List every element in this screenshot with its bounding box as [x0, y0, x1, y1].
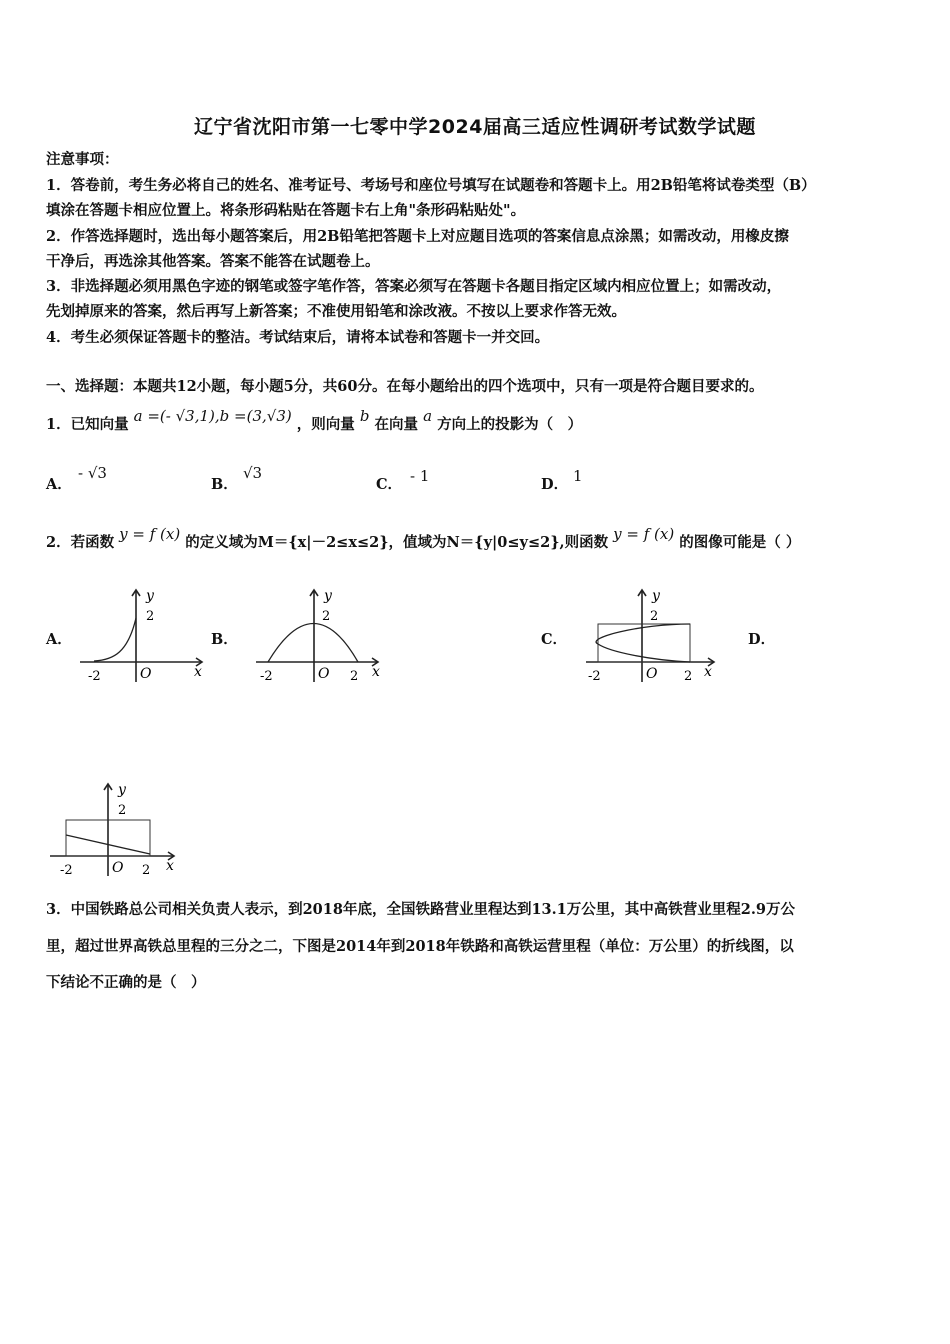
- q1-option-b-label: B．: [211, 476, 238, 493]
- y-label: y: [118, 782, 126, 798]
- question-3-line: 里，超过世界高铁总里程的三分之二，下图是2014年到2018年铁路和高铁运营里程（单位：万公里）的折线图，以: [46, 938, 794, 955]
- question-3-line: 3．中国铁路总公司相关负责人表示，到2018年底，全国铁路营业里程达到13.1万公里，其中高铁营业里程2.9万公: [46, 901, 795, 918]
- y-label: y: [146, 588, 154, 604]
- q2-option-c-label: C．: [541, 631, 568, 648]
- x-label: x: [372, 664, 380, 680]
- section-heading: 一、选择题：本题共12小题，每小题5分，共60分。在每小题给出的四个选项中，只有一项是符合题目要求的。: [46, 378, 764, 395]
- y-label: y: [324, 588, 332, 604]
- q1-mid1: ，则向量: [296, 416, 355, 433]
- q1-option-a-value: - √3: [78, 464, 107, 482]
- q1-vectors: a =(- √3,1),b =(3,√3): [133, 407, 292, 425]
- tick-2: 2: [650, 609, 659, 624]
- question-3-line: 下结论不正确的是（ ）: [46, 974, 206, 991]
- tick-2: 2: [118, 803, 127, 818]
- origin-label: O: [140, 666, 152, 682]
- notice-line: 填涂在答题卡相应位置上。将条形码粘贴在答题卡右上角"条形码粘贴处"。: [46, 202, 526, 219]
- notice-line: 1．答卷前，考生务必将自己的姓名、准考证号、考场号和座位号填写在试题卷和答题卡上。用2B铅笔将试卷类型（B）: [46, 177, 816, 194]
- q1-option-c-label: C．: [376, 476, 403, 493]
- function-curve: [596, 624, 690, 662]
- q2-option-b-label: B．: [211, 631, 238, 648]
- q2-prefix: 2．若函数: [46, 534, 115, 551]
- origin-label: O: [646, 666, 658, 682]
- q1-option-a-label: A．: [46, 476, 72, 493]
- tick-2: 2: [146, 609, 155, 624]
- question-2: [46, 525, 801, 553]
- q1-option-c-value: - 1: [410, 467, 430, 485]
- y-label: y: [652, 588, 660, 604]
- tick-neg2: -2: [88, 669, 101, 684]
- question-1: [46, 407, 583, 435]
- q1-option-d-value: 1: [573, 467, 583, 485]
- tick-2: 2: [322, 609, 331, 624]
- tick-neg2: -2: [60, 863, 73, 878]
- tick-x2: 2: [684, 669, 693, 684]
- q1-prefix: 1．已知向量: [46, 416, 129, 433]
- origin-label: O: [112, 860, 124, 876]
- graph-b: [250, 580, 390, 685]
- notice-heading: 注意事项：: [46, 151, 119, 168]
- q2-function: y = f (x): [119, 525, 181, 543]
- notice-line: 4．考生必须保证答题卡的整洁。考试结束后，请将本试卷和答题卡一并交回。: [46, 329, 550, 346]
- q1-vector-b: b: [359, 407, 370, 425]
- tick-x2: 2: [350, 669, 359, 684]
- x-label: x: [194, 664, 202, 680]
- notice-line: 先划掉原来的答案，然后再写上新答案；不准使用铅笔和涂改液。不按以上要求作答无效。: [46, 303, 626, 320]
- tick-x2: 2: [142, 863, 151, 878]
- dashed-box: [598, 624, 690, 662]
- page-title: 辽宁省沈阳市第一七零中学2024届高三适应性调研考试数学试题: [194, 116, 756, 138]
- origin-label: O: [318, 666, 330, 682]
- q2-option-d-label: D．: [748, 631, 776, 648]
- x-label: x: [166, 858, 174, 874]
- graph-c: [580, 580, 720, 685]
- function-curve: [94, 618, 136, 661]
- tick-neg2: -2: [260, 669, 273, 684]
- tick-neg2: -2: [588, 669, 601, 684]
- q2-suffix: 的图像可能是（ ）: [679, 534, 801, 551]
- function-curve: [268, 624, 358, 663]
- graph-d: [46, 776, 186, 881]
- q1-option-d-label: D．: [541, 476, 569, 493]
- notice-line: 2．作答选择题时，选出每小题答案后，用2B铅笔把答题卡上对应题目选项的答案信息点涂黑；如需改动，用橡皮擦: [46, 228, 789, 245]
- q1-option-b-value: √3: [243, 464, 263, 482]
- graph-a: [74, 580, 214, 685]
- q2-option-a-label: A．: [46, 631, 72, 648]
- q1-mid2: 在向量: [374, 416, 419, 433]
- x-label: x: [704, 664, 712, 680]
- q1-suffix: 方向上的投影为（ ）: [437, 416, 583, 433]
- q2-mid: 的定义域为M＝{x|－2≤x≤2}，值域为N＝{y|0≤y≤2},则函数: [185, 534, 609, 551]
- notice-line: 3．非选择题必须用黑色字迹的钢笔或签字笔作答，答案必须写在答题卡各题目指定区域内相应位置上；如需改动，: [46, 278, 782, 295]
- q1-vector-a: a: [423, 407, 433, 425]
- notice-line: 干净后，再选涂其他答案。答案不能答在试题卷上。: [46, 253, 380, 270]
- q2-function-2: y = f (x): [613, 525, 675, 543]
